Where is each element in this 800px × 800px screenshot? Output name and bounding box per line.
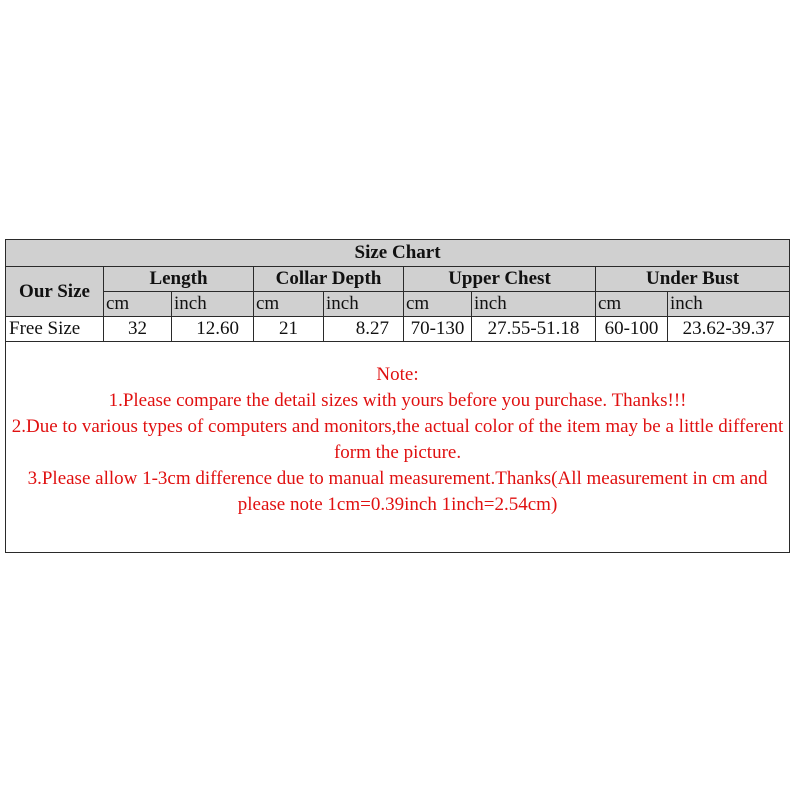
length-header: Length — [104, 267, 254, 292]
notes-text — [6, 342, 789, 518]
collar-inch-unit: inch — [324, 292, 404, 317]
size-chart-title: Size Chart — [6, 240, 790, 267]
notes-heading: Note: — [376, 364, 419, 385]
size-cell: Free Size — [6, 317, 104, 342]
note-line-2: 2.Due to various types of computers and monitors,the actual color of the item may be a little different form the picture. — [11, 416, 784, 463]
length-cm-unit: cm — [104, 292, 172, 317]
collar-inch-cell: 8.27 — [324, 317, 404, 342]
length-cm-cell: 32 — [104, 317, 172, 342]
bust-inch-unit: inch — [668, 292, 790, 317]
our-size-header: Our Size — [6, 267, 104, 317]
length-inch-unit: inch — [172, 292, 254, 317]
note-line-1: 1.Please compare the detail sizes with yours before you purchase. Thanks!!! — [108, 390, 687, 411]
chest-inch-unit: inch — [472, 292, 596, 317]
notes-box — [6, 342, 790, 553]
note-line-3: 3.Please allow 1-3cm difference due to manual measurement.Thanks(All measurement in cm and please note 1cm=0.39inch 1inch=2.54cm) — [27, 468, 768, 515]
size-chart-table — [5, 239, 790, 553]
chest-cm-cell: 70-130 — [404, 317, 472, 342]
chest-cm-unit: cm — [404, 292, 472, 317]
collar-depth-header: Collar Depth — [254, 267, 404, 292]
bust-cm-cell: 60-100 — [596, 317, 668, 342]
table-row — [6, 317, 790, 342]
under-bust-header: Under Bust — [596, 267, 790, 292]
bust-cm-unit: cm — [596, 292, 668, 317]
chest-inch-cell: 27.55-51.18 — [472, 317, 596, 342]
length-inch-cell: 12.60 — [172, 317, 254, 342]
collar-cm-cell: 21 — [254, 317, 324, 342]
bust-inch-cell: 23.62-39.37 — [668, 317, 790, 342]
collar-cm-unit: cm — [254, 292, 324, 317]
upper-chest-header: Upper Chest — [404, 267, 596, 292]
